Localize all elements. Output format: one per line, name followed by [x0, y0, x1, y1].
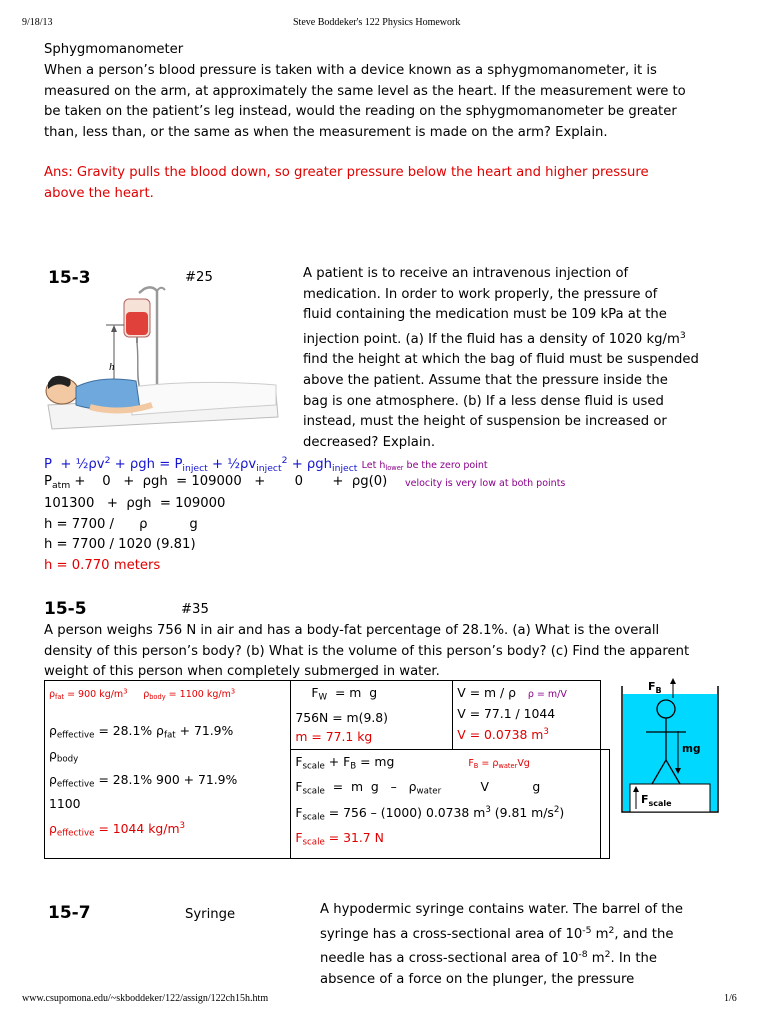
problem-ref: #35: [181, 602, 209, 617]
problem-line-text: needle has a cross-sectional area of 10: [320, 951, 579, 967]
fscale-subscript: scale: [648, 799, 672, 808]
page-title: Steve Boddeker's 122 Physics Homework: [293, 17, 461, 28]
problem-line-text: injection point. (a) If the fluid has a density of 1020 kg/m: [303, 331, 680, 347]
problem-number-15-5: 15-5: [44, 599, 87, 619]
sphyg-line: When a person’s blood pressure is taken with a device known as a sphygmomanometer, it is: [44, 63, 657, 78]
exp: 3: [123, 687, 128, 695]
footer-url[interactable]: www.csupomona.edu/~skboddeker/122/assign/122ch15h.htm: [22, 993, 269, 1004]
eff-line-2b: 1100: [49, 796, 81, 812]
val: m: [587, 951, 605, 967]
exp: -8: [578, 949, 588, 961]
sub: effective: [56, 779, 95, 790]
val: = mg: [356, 754, 395, 769]
sym: ρ: [49, 771, 57, 787]
problem-line: bag is one atmosphere. (b) If a less dense fluid is used: [303, 393, 664, 409]
problem-line-text: syringe has a cross-sectional area of 10: [320, 926, 583, 942]
val: = 1100 kg/m: [165, 688, 231, 700]
problem-line: absence of a force on the plunger, the pressure: [320, 971, 635, 987]
eq-term: + 0 + ρgh = 109000 + 0 + ρg(0): [70, 474, 388, 489]
sub: B: [350, 761, 357, 772]
problem-label: Syringe: [185, 907, 236, 922]
problem-number-15-7: 15-7: [48, 903, 91, 923]
sub: water: [498, 761, 518, 770]
exp: 3: [543, 727, 549, 737]
problem-ref: #25: [185, 270, 213, 285]
eq-subscript: inject: [182, 462, 208, 474]
problem-15-7-text: [320, 900, 683, 991]
sub: water: [416, 786, 442, 797]
val: ): [559, 804, 565, 820]
sym: ρ: [49, 747, 57, 763]
note-subscript: lower: [385, 464, 404, 473]
problem-line: decreased? Explain.: [303, 434, 436, 450]
val: + F: [324, 754, 351, 769]
exp: 3: [230, 687, 236, 695]
eq-term: +: [60, 457, 72, 473]
sym: ρ: [49, 821, 57, 837]
sub: scale: [302, 761, 325, 772]
problem-line: medication. In order to work properly, the pressure of: [303, 286, 658, 302]
zero-point-note: [362, 460, 488, 471]
volume-cell: [453, 681, 601, 750]
val: V = m / ρ: [457, 685, 517, 700]
sym: ρ: [49, 688, 56, 700]
sym: F: [295, 754, 303, 769]
val: . In the: [610, 951, 657, 967]
exp: 2: [553, 805, 560, 816]
fat-density: [49, 689, 127, 700]
sub: scale: [302, 837, 325, 848]
eq-exponent: 2: [281, 455, 288, 466]
problem-line: A person weighs 756 N in air and has a body-fat percentage of 28.1%. (a) What is the overall: [44, 623, 660, 638]
val: = 900 kg/m: [64, 688, 124, 700]
velocity-note: velocity is very low at both points: [405, 478, 566, 489]
sub: scale: [302, 786, 325, 797]
val: V g: [441, 778, 541, 794]
mass-cell: [291, 681, 453, 750]
sub: effective: [56, 730, 95, 741]
eq-exponent: 2: [104, 455, 111, 466]
sym: ρ: [143, 688, 150, 700]
scale-cell: [291, 750, 601, 859]
eq-term: ½ρv: [75, 457, 105, 473]
volume-line: V = 77.1 / 1044: [457, 706, 556, 721]
eq-subscript: inject: [256, 462, 282, 474]
sphyg-line: be taken on the patient’s leg instead, would the reading on the sphygmomanometer be greater: [44, 104, 677, 119]
val: = 28.1% 900 + 71.9%: [94, 771, 238, 787]
eq-subscript: atm: [51, 479, 71, 491]
volume-note: ρ = m/V: [527, 689, 567, 700]
mg-label: mg: [682, 743, 701, 755]
sub: body: [149, 692, 166, 701]
exp: 2: [608, 924, 615, 936]
sym: F: [295, 778, 303, 794]
val: = 1044 kg/m: [94, 821, 180, 837]
val: = 31.7 N: [324, 829, 384, 845]
sub: W: [318, 692, 328, 703]
eq-term: P: [44, 457, 52, 473]
scale-answer: [295, 828, 596, 853]
eq-subscript: inject: [332, 462, 358, 474]
scale-eq-3: [295, 801, 596, 827]
val: Vg: [517, 758, 530, 769]
problem-line: [320, 921, 683, 946]
eq-term: ½ρv: [227, 457, 257, 473]
val: , and the: [614, 926, 674, 942]
submerged-person-figure: [616, 676, 724, 818]
body-density: [143, 689, 235, 700]
solution-table-15-5: [44, 680, 610, 859]
val: = 28.1% ρ: [94, 722, 164, 738]
val: = 756 – (1000) 0.0738 m: [324, 804, 486, 820]
eff-answer: [49, 817, 286, 843]
sphyg-line: than, less than, or the same as when the measurement is made on the arm? Explain.: [44, 124, 608, 140]
mass-answer: m = 77.1 kg: [295, 728, 373, 744]
equation-line: [44, 472, 387, 496]
problem-line: A patient is to receive an intravenous injection of: [303, 266, 629, 281]
print-date: 9/18/13: [22, 17, 53, 28]
eff-line-1: [49, 721, 286, 746]
equation-line: 101300 + ρgh = 109000: [44, 496, 226, 511]
weight-line: 756N = m(9.8): [295, 709, 388, 725]
problem-line: instead, must the height of suspension be increased or: [303, 414, 667, 430]
problem-line: weight of this person when completely submerged in water.: [44, 664, 440, 679]
val: = ρ: [478, 758, 499, 769]
eff-line-1b: [49, 745, 286, 770]
problem-line: A hypodermic syringe contains water. The barrel of the: [320, 902, 684, 917]
scale-eq-2: [295, 777, 596, 802]
sphyg-answer: Ans: Gravity pulls the blood down, so greater pressure below the heart and higher pressure: [44, 165, 649, 180]
problem-line: density of this person’s body? (b) What is the volume of this person’s body? (c) Find the apparent: [44, 643, 690, 659]
sub: fat: [163, 730, 176, 741]
svg-text:FB: [648, 680, 662, 695]
sub: fat: [55, 692, 65, 701]
density-exponent: 3: [679, 329, 686, 341]
iv-patient-figure: [40, 283, 280, 438]
page-number: 1/6: [724, 993, 737, 1004]
sphyg-title: Sphygmomanometer: [44, 42, 184, 57]
val: = m g: [327, 685, 378, 700]
val: V = 0.0738 m: [457, 726, 544, 742]
problem-line: fluid containing the medication must be 109 kPa at the: [303, 307, 667, 323]
exp: 3: [485, 805, 491, 816]
eq-term: P: [44, 474, 52, 489]
problem-line: find the height at which the bag of fluid must be suspended: [303, 352, 699, 368]
exp: 2: [604, 949, 611, 961]
sub: effective: [56, 828, 95, 839]
eq-term: + ρgh = P: [114, 457, 183, 473]
scale-eq-1: [295, 752, 596, 777]
sub: body: [56, 754, 79, 765]
problem-15-3-text: [303, 264, 699, 453]
volume-eq: [457, 683, 596, 704]
empty-cell: [601, 750, 610, 859]
note-text: Let h: [361, 460, 386, 472]
sphyg-line: measured on the arm, at approximately the same level as the heart. If the measurement were to: [44, 83, 686, 99]
exp: 3: [179, 821, 186, 832]
sym: F: [295, 829, 303, 845]
sym: F: [468, 758, 474, 769]
sym: ρ: [49, 722, 57, 738]
density-cell: [45, 681, 291, 859]
weight-eq: [295, 683, 448, 708]
val: (9.81 m/s: [490, 804, 554, 820]
problem-number-15-3: 15-3: [48, 268, 91, 288]
val: m: [591, 926, 609, 942]
given-densities: [49, 682, 286, 707]
exp: -5: [582, 924, 592, 936]
eq-term: + ρgh: [291, 457, 333, 473]
equation-line: h = 7700 / 1020 (9.81): [44, 537, 196, 552]
fb-subscript: B: [655, 686, 662, 695]
eff-line-2: [49, 770, 286, 795]
val: = m g – ρ: [324, 778, 417, 794]
fscale-label: F: [641, 793, 649, 806]
eq-term: +: [211, 457, 224, 473]
sym: F: [311, 685, 319, 700]
problem-line: above the patient. Assume that the pressure inside the: [303, 373, 668, 389]
val: + 71.9%: [175, 722, 234, 738]
buoyancy-note: [468, 758, 530, 769]
height-label: h: [109, 361, 115, 373]
sub: scale: [302, 812, 325, 823]
volume-answer: [457, 723, 596, 744]
fb-label: F: [648, 680, 656, 693]
problem-line: [320, 945, 683, 970]
answer-15-3: h = 0.770 meters: [44, 557, 161, 573]
equation-line: h = 7700 / ρ g: [44, 516, 198, 532]
note-text: be the zero point: [403, 460, 488, 472]
sub: B: [473, 761, 479, 770]
sym: F: [295, 804, 303, 820]
sphyg-answer: above the heart.: [44, 186, 154, 201]
problem-line: [303, 326, 699, 351]
